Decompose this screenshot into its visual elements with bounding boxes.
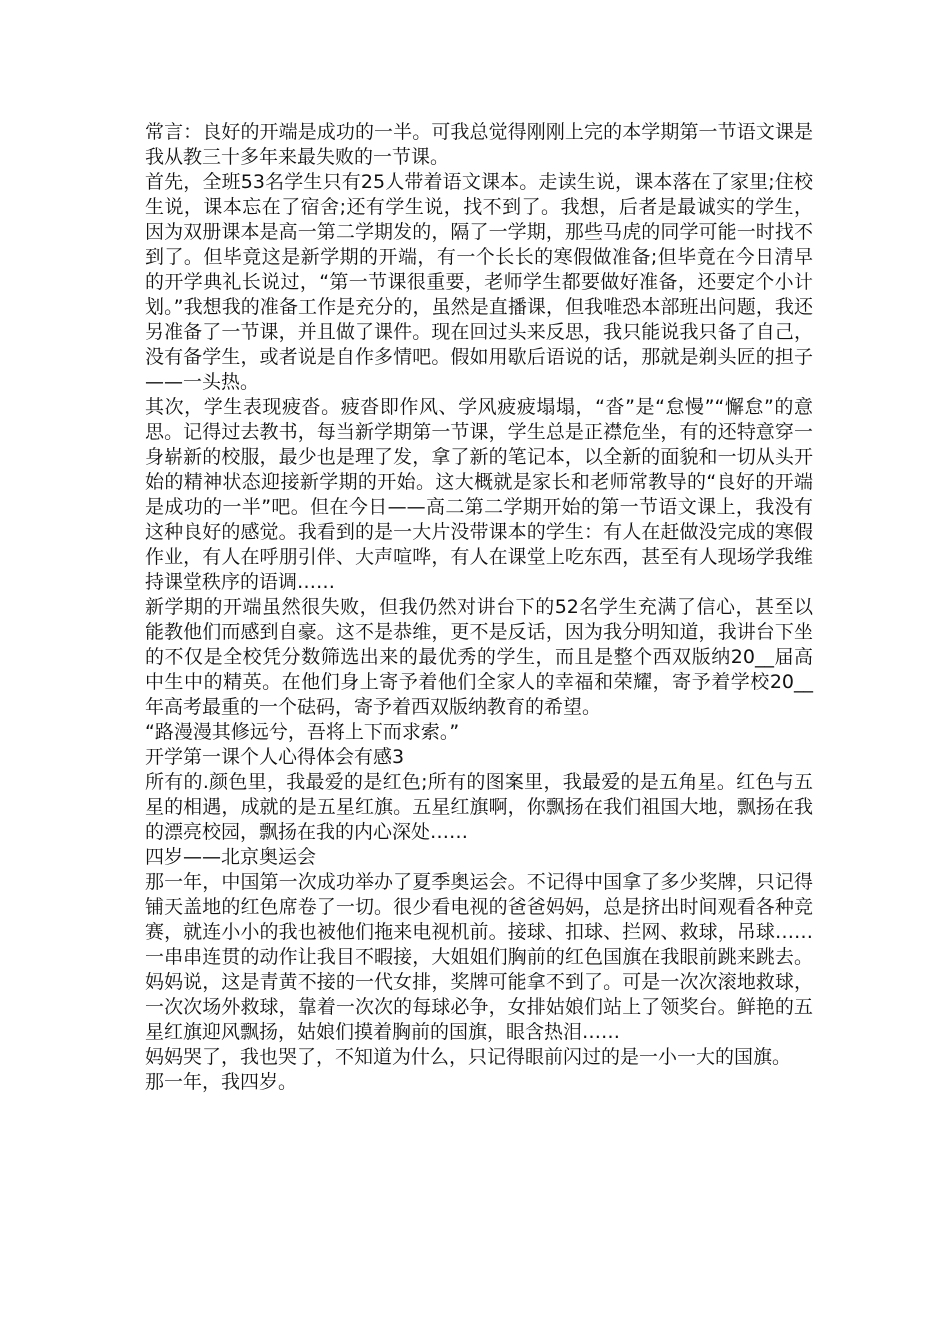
paragraph-confidence: 新学期的开端虽然很失败，但我仍然对讲台下的52名学生充满了信心，甚至以能教他们而感到自豪。这不是恭维，更不是反话，因为我分明知道，我讲台下坐的不仅是全校凭分数筛选出来的最优秀的学生，而且是整个西双版纳20__届高中生中的精英。在他们身上寄予着他们全家人的幸福和荣耀，寄予着学校20__年高考最重的一个砝码，寄予着西双版纳教育的希望。 <box>145 596 813 718</box>
subheading-age-four: 四岁——北京奥运会 <box>145 846 317 868</box>
document-body <box>145 120 813 1095</box>
paragraph-quote: “路漫漫其修远兮，吾将上下而求索。” <box>145 721 460 743</box>
paragraph-that-year: 那一年，我四岁。 <box>145 1071 298 1093</box>
paragraph-favorite-color: 所有的.颜色里，我最爱的是红色;所有的图案里，我最爱的是五角星。红色与五星的相遇，成就的是五星红旗。五星红旗啊，你飘扬在我们祖国大地，飘扬在我的漂亮校园，飘扬在我的内心深处…… <box>145 771 813 843</box>
section-heading: 开学第一课个人心得体会有感3 <box>145 746 405 768</box>
paragraph-opening: 常言：良好的开端是成功的一半。可我总觉得刚刚上完的本学期第一节语文课是我从教三十多年来最失败的一节课。 <box>145 121 813 168</box>
paragraph-olympics: 那一年，中国第一次成功举办了夏季奥运会。不记得中国拿了多少奖牌，只记得铺天盖地的红色席卷了一切。很少看电视的爸爸妈妈，总是挤出时间观看各种竞赛，就连小小的我也被他们拖来电视机前。接球、扣球、拦网、救球，吊球……一串串连贯的动作让我目不暇接，大姐姐们胸前的红色国旗在我眼前跳来跳去。妈妈说，这是青黄不接的一代女排，奖牌可能拿不到了。可是一次次滚地救球，一次次场外救球，靠着一次次的每球必争，女排姑娘们站上了领奖台。鲜艳的五星红旗迎风飘扬，姑娘们摸着胸前的国旗，眼含热泪…… <box>145 871 813 1043</box>
paragraph-first-reason: 首先，全班53名学生只有25人带着语文课本。走读生说，课本落在了家里;住校生说，课本忘在了宿舍;还有学生说，找不到了。我想，后者是最诚实的学生，因为双册课本是高一第二学期发的，隔了一学期，那些马虎的同学可能一时找不到了。但毕竟这是新学期的开端，有一个长长的寒假做准备;但毕竟在今日清早的开学典礼长说过，“第一节课很重要，老师学生都要做好准备，还要定个小计划。”我想我的准备工作是充分的，虽然是直播课，但我唯恐本部班出问题，我还另准备了一节课，并且做了课件。现在回过头来反思，我只能说我只备了自己，没有备学生，或者说是自作多情吧。假如用歇后语说的话，那就是剃头匠的担子——一头热。 <box>145 171 813 393</box>
paragraph-second-reason: 其次，学生表现疲沓。疲沓即作风、学风疲疲塌塌，“沓”是“怠慢”“懈怠”的意思。记得过去教书，每当新学期第一节课，学生总是正襟危坐，有的还特意穿一身崭新的校服，最少也是理了发，拿了新的笔记本，以全新的面貌和一切从头开始的精神状态迎接新学期的开始。这大概就是家长和老师常教导的“良好的开端是成功的一半”吧。但在今日——高二第二学期开始的第一节语文课上，我没有这种良好的感觉。我看到的是一大片没带课本的学生：有人在赶做没完成的寒假作业，有人在呼朋引伴、大声喧哗，有人在课堂上吃东西，甚至有人现场学我维持课堂秩序的语调…… <box>145 396 813 593</box>
paragraph-mother-cried: 妈妈哭了，我也哭了，不知道为什么，只记得眼前闪过的是一小一大的国旗。 <box>145 1046 792 1068</box>
